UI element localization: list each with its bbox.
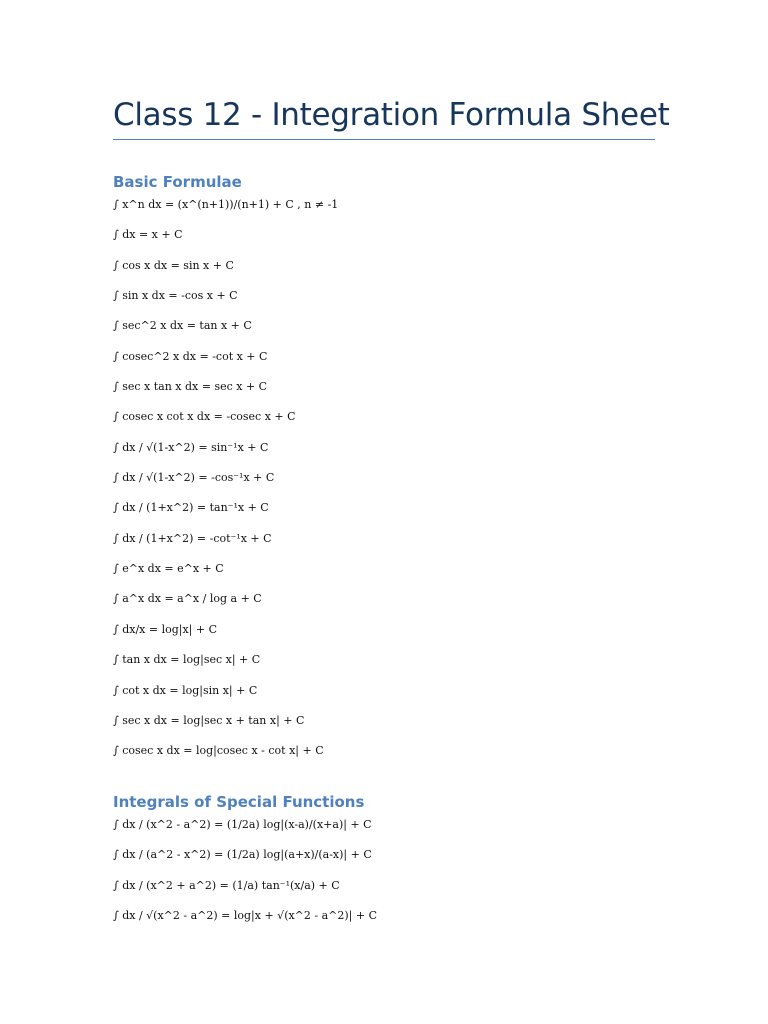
formula-item: ∫ cosec x cot x dx = -cosec x + C bbox=[113, 410, 296, 424]
formula-item: ∫ e^x dx = e^x + C bbox=[113, 562, 224, 576]
formula-item: ∫ x^n dx = (x^(n+1))/(n+1) + C , n ≠ -1 bbox=[113, 198, 339, 211]
formula-item: ∫ dx / √(1-x^2) = sin⁻¹x + C bbox=[113, 440, 269, 454]
formula-item: ∫ dx / (a^2 - x^2) = (1/2a) log|(a+x)/(a-x)| + C bbox=[113, 848, 372, 862]
formula-item: ∫ dx = x + C bbox=[113, 228, 183, 242]
formula-item: ∫ dx/x = log|x| + C bbox=[113, 622, 218, 636]
special-functions-list bbox=[113, 816, 377, 937]
section-heading-basic-formulae: Basic Formulae bbox=[113, 173, 242, 191]
formula-item: ∫ dx / √(1-x^2) = -cos⁻¹x + C bbox=[113, 471, 275, 485]
formula-item: ∫ dx / (1+x^2) = -cot⁻¹x + C bbox=[113, 531, 272, 545]
formula-item: ∫ sec x dx = log|sec x + tan x| + C bbox=[113, 713, 305, 727]
formula-item: ∫ sec x tan x dx = sec x + C bbox=[113, 380, 268, 394]
formula-item: ∫ dx / (1+x^2) = tan⁻¹x + C bbox=[113, 501, 269, 515]
page-title: Class 12 - Integration Formula Sheet bbox=[113, 97, 670, 133]
formula-item: ∫ tan x dx = log|sec x| + C bbox=[113, 653, 261, 667]
formula-item: ∫ cos x dx = sin x + C bbox=[113, 258, 234, 272]
formula-item: ∫ cot x dx = log|sin x| + C bbox=[113, 683, 258, 697]
formula-item: ∫ cosec^2 x dx = -cot x + C bbox=[113, 349, 268, 363]
section-heading-special-functions: Integrals of Special Functions bbox=[113, 793, 365, 811]
formula-item: ∫ dx / (x^2 - a^2) = (1/2a) log|(x-a)/(x+a)| + C bbox=[113, 818, 372, 831]
formula-item: ∫ sec^2 x dx = tan x + C bbox=[113, 319, 252, 333]
formula-item: ∫ cosec x dx = log|cosec x - cot x| + C bbox=[113, 744, 324, 758]
formula-item: ∫ a^x dx = a^x / log a + C bbox=[113, 592, 262, 606]
basic-formulae-list bbox=[113, 196, 338, 773]
formula-item: ∫ dx / √(x^2 - a^2) = log|x + √(x^2 - a^2)| + C bbox=[113, 909, 378, 923]
title-underline-rule bbox=[113, 139, 655, 140]
formula-item: ∫ dx / (x^2 + a^2) = (1/a) tan⁻¹(x/a) + C bbox=[113, 878, 340, 892]
formula-item: ∫ sin x dx = -cos x + C bbox=[113, 289, 238, 303]
